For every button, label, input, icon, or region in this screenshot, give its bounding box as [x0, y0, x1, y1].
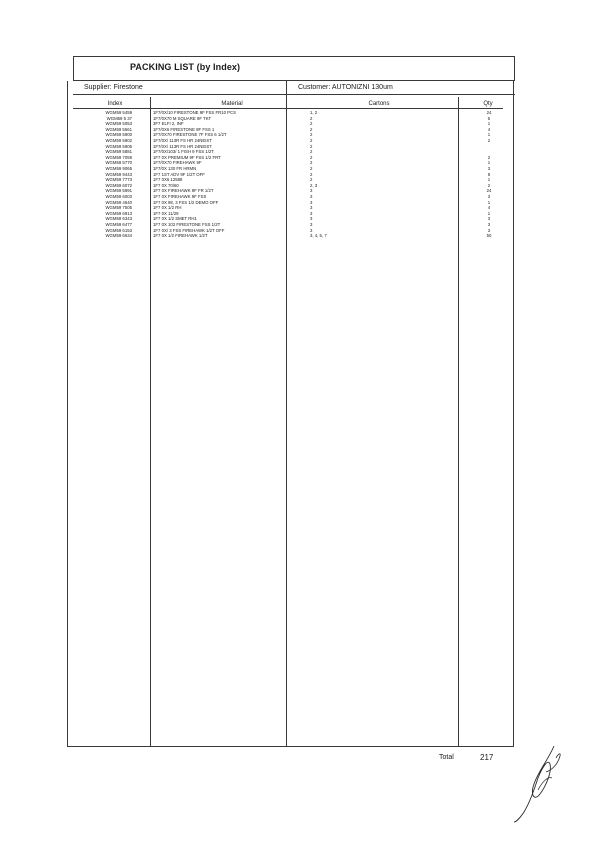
cell-material: 1F7/0X70 FIREHAWK 9F [153, 160, 202, 166]
cell-cartons: 3 [310, 227, 313, 233]
cell-cartons: 2 [310, 143, 313, 149]
cell-material: 1F7/0X/ 113R FS HR 24NEIST [153, 138, 212, 143]
cell-index: WGM59 6477 [105, 222, 132, 227]
cell-index: WGM59 5561 [105, 126, 132, 132]
cell-index: WGM59 9443 [105, 171, 132, 177]
cell-qty: 1 [487, 160, 491, 166]
cell-material: 1F7 0X 98, 3 FSS 1/2 DEMO OFF [153, 199, 219, 205]
column-header-cartons: Cartons [368, 101, 390, 107]
cell-index: WGM59 5881 [105, 149, 132, 155]
cell-cartons: 2 [310, 121, 313, 127]
cell-index: WGM59 5902 [105, 138, 132, 143]
column-header-qty: Qty [483, 101, 493, 107]
cell-cartons: 3, 4, 5, 7 [310, 233, 327, 239]
customer-label: Customer: AUTONIZNI 130um [298, 84, 393, 91]
cell-index: WGM59 5991 [105, 188, 132, 194]
cell-cartons: 2 [310, 132, 313, 138]
table-row [0, 233, 596, 239]
frame-left-line [73, 56, 74, 80]
cell-material: 3F7 ELFI 2, INF [153, 121, 184, 127]
column-header-material: Material [221, 101, 243, 107]
cell-material: 1F7 0X6 12588 [153, 177, 183, 183]
cell-cartons: 3 [310, 222, 313, 227]
cell-index: WGM59 6913 [105, 210, 132, 216]
cell-cartons: 3 [310, 216, 313, 222]
cell-index: WGM59 6003 [105, 194, 132, 199]
header-bottom-line [73, 94, 515, 95]
cell-index: WGM59 5459 [105, 110, 132, 115]
cell-index: WGM59 5 37 [106, 115, 132, 121]
cell-index: WGM59 6153 [105, 227, 132, 233]
cell-index: WGM59 9065 [105, 166, 132, 171]
cell-qty: 50 [486, 233, 492, 239]
cell-index: WGM59 5905 [105, 143, 132, 149]
signature-icon [508, 742, 568, 824]
title-bottom-line [73, 80, 515, 81]
cell-cartons: 2 [310, 160, 313, 166]
cell-cartons: 2 [310, 126, 313, 132]
cell-material: 1F7/0X/10 FIRESTONE 9F FSS FR10 PCS [153, 110, 237, 115]
cell-material: 1F7 0X 11/29 [153, 210, 179, 216]
cell-qty: 3 [487, 216, 491, 222]
cell-cartons: 2 [310, 177, 313, 183]
cell-qty: 24 [486, 110, 492, 115]
cell-cartons: 2 [310, 166, 313, 171]
cell-qty: 1 [487, 121, 491, 127]
cell-qty: 8 [487, 171, 491, 177]
cell-cartons: 2 [310, 115, 313, 121]
cell-material: 1F7/0X 130 FR HRMN [153, 166, 197, 171]
cell-cartons: 1, 2 [310, 110, 318, 115]
document-title: PACKING LIST (by Index) [130, 62, 241, 72]
cell-cartons: 3 [310, 188, 313, 194]
cell-qty: 4 [487, 205, 491, 211]
frame-right-line [514, 56, 515, 80]
cell-qty: 2 [487, 154, 491, 160]
cell-cartons: 3 [310, 210, 313, 216]
column-header-index: Index [107, 101, 123, 107]
cell-material: 1F7 0X 1/2 RH [153, 205, 182, 211]
cell-cartons: 3 [310, 194, 313, 199]
cell-cartons: 2 [310, 149, 313, 155]
cell-index: WGM59 5053 [105, 121, 132, 127]
total-label: Total [439, 754, 454, 761]
cell-index: WGM59 5770 [105, 160, 132, 166]
cell-qty: 1 [487, 132, 491, 138]
table-bottom-line [67, 746, 513, 747]
cell-qty: 2 [487, 138, 491, 143]
cell-qty: 3 [487, 194, 491, 199]
cell-material: 1F7/0X70 M SQUARE 9F TKT [153, 115, 212, 121]
supplier-label: Supplier: Firestone [84, 84, 143, 91]
cell-qty: 4 [487, 126, 491, 132]
cell-material: 1F7 0X 70/60 [153, 182, 179, 188]
cell-cartons: 2, 3 [310, 182, 318, 188]
cell-material: 1F7 0X PREMIUM 9F FSS 1/2 FRT [153, 154, 221, 160]
cell-qty: 3 [487, 166, 491, 171]
cell-index: WGM59 5900 [105, 132, 132, 138]
cell-qty: 3 [487, 222, 491, 227]
cell-index: WGM59 4640 [105, 199, 132, 205]
cell-material: 1F7/0X6 FIRESTONE 9F FSS 1 [153, 126, 215, 132]
frame-top-line [73, 56, 515, 57]
cell-material: 1F7/0X70 FIRESTONE 7F FSS 6 1/2T [153, 132, 227, 138]
cell-cartons: 2 [310, 154, 313, 160]
cell-index: WGM59 6343 [105, 216, 132, 222]
cell-cartons: 2 [310, 171, 313, 177]
cell-qty: 2 [487, 182, 491, 188]
cell-qty: 5 [487, 115, 491, 121]
cell-material: 1F7/0X/ 113R FS HR 24NEIST [153, 143, 212, 149]
cell-index: WGM59 7059 [105, 154, 132, 160]
cell-index: WGM59 7505 [105, 205, 132, 211]
cell-cartons: 2 [310, 138, 313, 143]
cell-cartons: 3 [310, 205, 313, 211]
cell-material: 1F7/0X/103/ 1 FISH 9 FSS 1/2T [153, 149, 214, 155]
cell-qty: 1 [487, 177, 491, 183]
cell-material: 1F7 0X/ 3 FSS FIREHAWK 1/2T OFF [153, 227, 225, 233]
total-value: 217 [480, 753, 494, 762]
cell-qty: 24 [486, 188, 492, 194]
cell-material: 1F7 0X FIREHAWK 9F FR 1/2T [153, 188, 214, 194]
cell-material: 1F7 0X 1/2 SMET RH1 [153, 216, 197, 222]
cell-material: 1F7 0X 1/2 FIREHAWK 1/2T [153, 233, 208, 239]
cell-material: 1F7 0X FIREHAWK 9F FSS [153, 194, 207, 199]
column-header-line [73, 108, 503, 109]
cell-index: WGM59 6072 [105, 182, 132, 188]
cell-material: 1F7 0X 102 FIRESTONE FSS 1/2T [153, 222, 221, 227]
cell-index: WGM59 6634 [105, 233, 132, 239]
cell-qty: 3 [487, 227, 491, 233]
cell-qty: 1 [487, 199, 491, 205]
cell-qty: 1 [487, 210, 491, 216]
cell-material: 1F7 1ST ADV 9F 1/2T OFF [153, 171, 205, 177]
cell-index: WGM59 7773 [105, 177, 132, 183]
cell-cartons: 3 [310, 199, 313, 205]
